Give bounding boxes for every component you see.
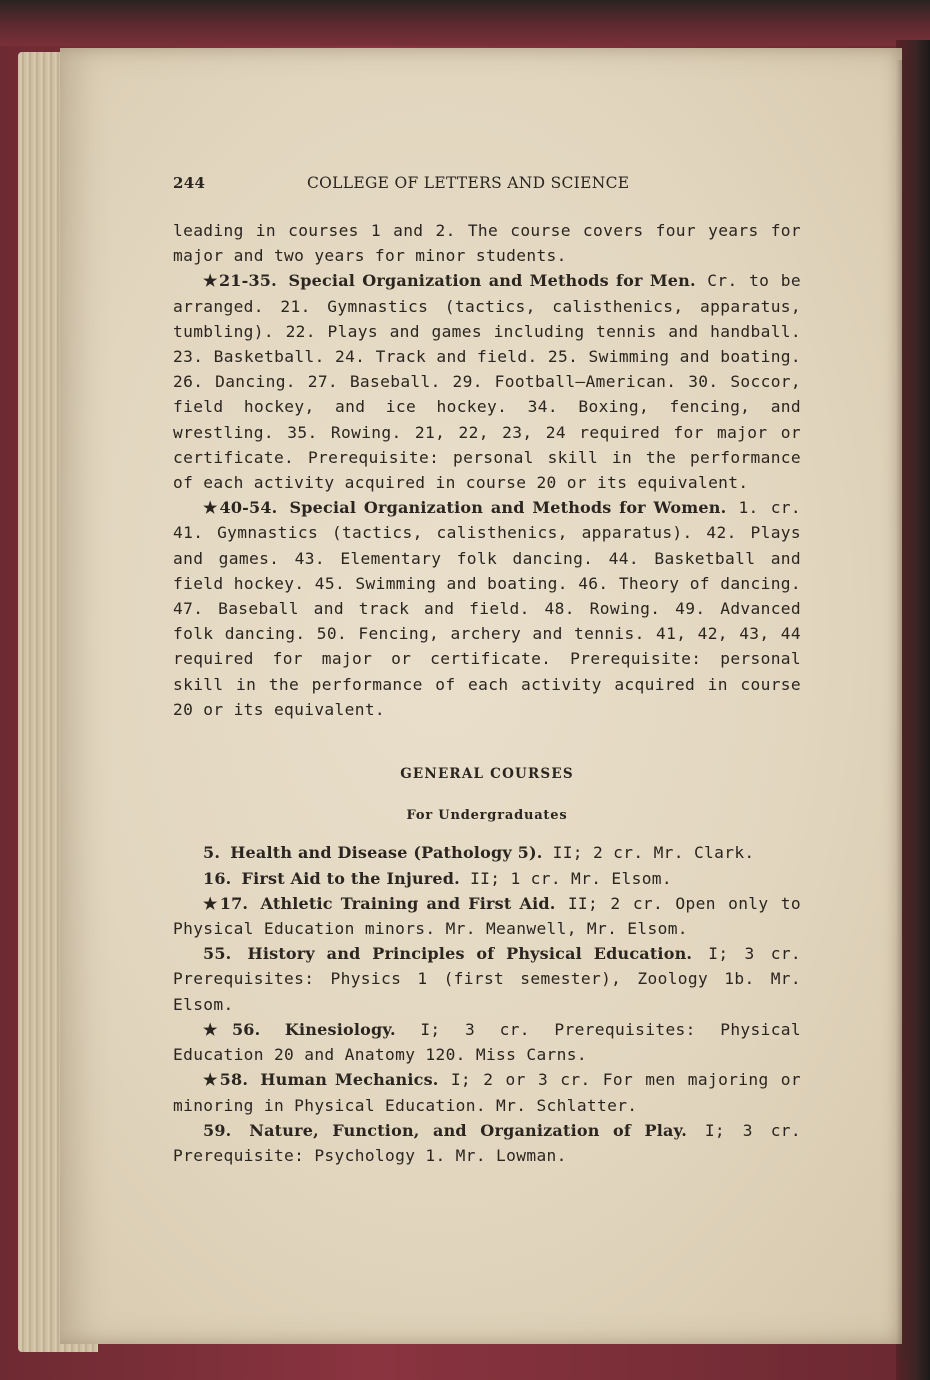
course-description: I; 3 cr. Prerequisites: Physical Education 20 and Anatomy 120. Miss Carns. <box>173 1019 801 1065</box>
course-entry <box>173 268 801 495</box>
course-description: I; 2 or 3 cr. For men majoring or minoring in Physical Education. Mr. Schlatter. <box>173 1070 801 1115</box>
course-title: History and Principles of Physical Education. <box>247 944 693 964</box>
course-entry <box>173 891 801 941</box>
course-title: Special Organization and Methods for Men. <box>288 271 696 291</box>
course-description: Cr. to be arranged. 21. Gymnastics (tactics, calisthenics, apparatus, tumbling). 22. Plays and games including tennis and handball. 23. Basketball. 24. Track and field. 25. Swimming and boating. 26. Dancing. 27. Baseball. 29. Football—American. 30. Soccor, field hockey, and ice hockey. 34. Boxing, fencing, and wrestling. 35. Rowing. 21, 22, 23, 24 required for major or certificate. Prerequisite: personal skill in the performance of each activity acquired in course 20 or its equivalent. <box>173 271 801 493</box>
course-title: First Aid to the Injured. <box>241 868 460 888</box>
course-entry <box>173 866 801 891</box>
course-entry <box>173 1017 801 1067</box>
course-description: II; 2 cr. Mr. Clark. <box>552 843 755 863</box>
body-text <box>173 218 801 1168</box>
course-number: ★17. <box>203 893 249 913</box>
course-entry <box>173 1118 801 1168</box>
course-entry <box>173 840 801 865</box>
page-number: 244 <box>173 174 206 192</box>
course-entry <box>173 1067 801 1117</box>
course-number: 59. <box>203 1120 232 1140</box>
course-number: 5. <box>203 843 221 863</box>
course-title: Kinesiology. <box>284 1019 396 1039</box>
course-title: Health and Disease (Pathology 5). <box>230 843 543 863</box>
page-gutter <box>896 60 906 1360</box>
running-head <box>173 168 801 198</box>
course-number: ★40-54. <box>203 498 278 518</box>
course-description: II; 1 cr. Mr. Elsom. <box>470 868 672 888</box>
course-title: Human Mechanics. <box>260 1070 439 1090</box>
course-entry <box>173 495 801 722</box>
course-number: 16. <box>203 868 232 888</box>
course-number: 55. <box>203 944 232 964</box>
running-title: COLLEGE OF LETTERS AND SCIENCE <box>307 174 630 192</box>
course-title: Nature, Function, and Organization of Play. <box>249 1120 687 1140</box>
course-description: II; 2 cr. Open only to Physical Education minors. Mr. Meanwell, Mr. Elsom. <box>173 893 801 939</box>
course-title: Athletic Training and First Aid. <box>260 893 556 913</box>
page-content <box>173 168 801 1168</box>
course-number: ★21-35. <box>203 271 277 291</box>
course-number: ★56. <box>203 1019 261 1039</box>
section-heading: GENERAL COURSES <box>400 766 574 783</box>
course-description: 1. cr. 41. Gymnastics (tactics, calisthenics, apparatus). 42. Plays and games. 43. Elementary folk dancing. 44. Basketball and field hockey. 45. Swimming and boating. 46. Theory of dancing. 47. Baseball and track and field. 48. Rowing. 49. Advanced folk dancing. 50. Fencing, archery and tennis. 41, 42, 43, 44 required for major or certificate. Prerequisite: personal skill in the performance of each activity acquired in course 20 or its equivalent. <box>173 498 801 719</box>
course-title: Special Organization and Methods for Women. <box>289 498 727 518</box>
cover-top-edge <box>0 0 930 46</box>
course-description: I; 3 cr. Prerequisite: Psychology 1. Mr. Lowman. <box>173 1120 801 1165</box>
section-subheading: For Undergraduates <box>406 808 568 824</box>
intro-paragraph: leading in courses 1 and 2. The course covers four years for major and two years for minor students. <box>173 221 801 266</box>
course-number: ★58. <box>203 1070 249 1090</box>
course-description: I; 3 cr. Prerequisites: Physics 1 (first semester), Zoology 1b. Mr. Elsom. <box>173 944 802 1014</box>
course-entry <box>173 941 801 1017</box>
